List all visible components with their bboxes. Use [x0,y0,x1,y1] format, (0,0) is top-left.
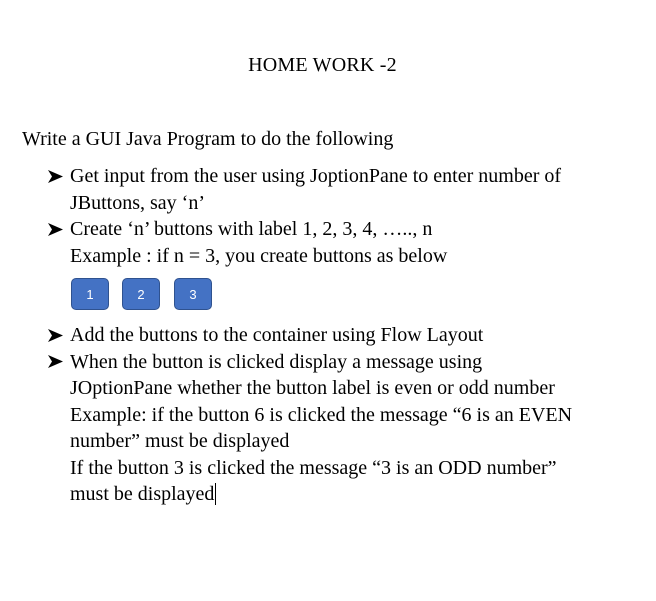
list-item [48,322,628,349]
bullet-line: Add the buttons to the container using Flow Layout [70,324,484,346]
intro-text: Write a GUI Java Program to do the following [22,128,394,150]
arrow-bullet-icon [48,349,64,375]
example-button-1[interactable]: 1 [71,278,109,310]
bullet-line-last [70,481,628,508]
arrow-bullet-icon [48,163,64,189]
bullet-line: When the button is clicked display a message using [70,350,483,373]
bullet-line: Example: if the button 6 is clicked the message “6 is an EVEN [70,403,573,426]
bullet-line: number” must be displayed [70,430,290,452]
example-button-3[interactable]: 3 [174,278,212,310]
list-item [48,163,628,216]
bullet-line: Get input from the user using JoptionPane to enter number of [70,165,562,187]
example-button-2[interactable]: 2 [122,278,160,310]
bullet-line: If the button 3 is clicked the message “3 is an ODD number” [70,456,557,479]
bullet-list-top [48,163,628,269]
page-title: HOME WORK -2 [248,54,397,76]
list-item [48,216,628,269]
bullet-line: JOptionPane whether the button label is even or odd number [70,377,555,399]
list-item [48,349,628,508]
bullet-line: Create ‘n’ buttons with label 1, 2, 3, 4, ….., n [70,218,433,240]
arrow-bullet-icon [48,322,64,348]
text-cursor [215,483,216,505]
bullet-list-bottom [48,322,628,508]
arrow-bullet-icon [48,216,64,242]
bullet-line-text: must be displayed [70,483,215,505]
bullet-line: Example : if n = 3, you create buttons as below [70,244,448,267]
bullet-line: JButtons, say ‘n’ [70,191,205,214]
